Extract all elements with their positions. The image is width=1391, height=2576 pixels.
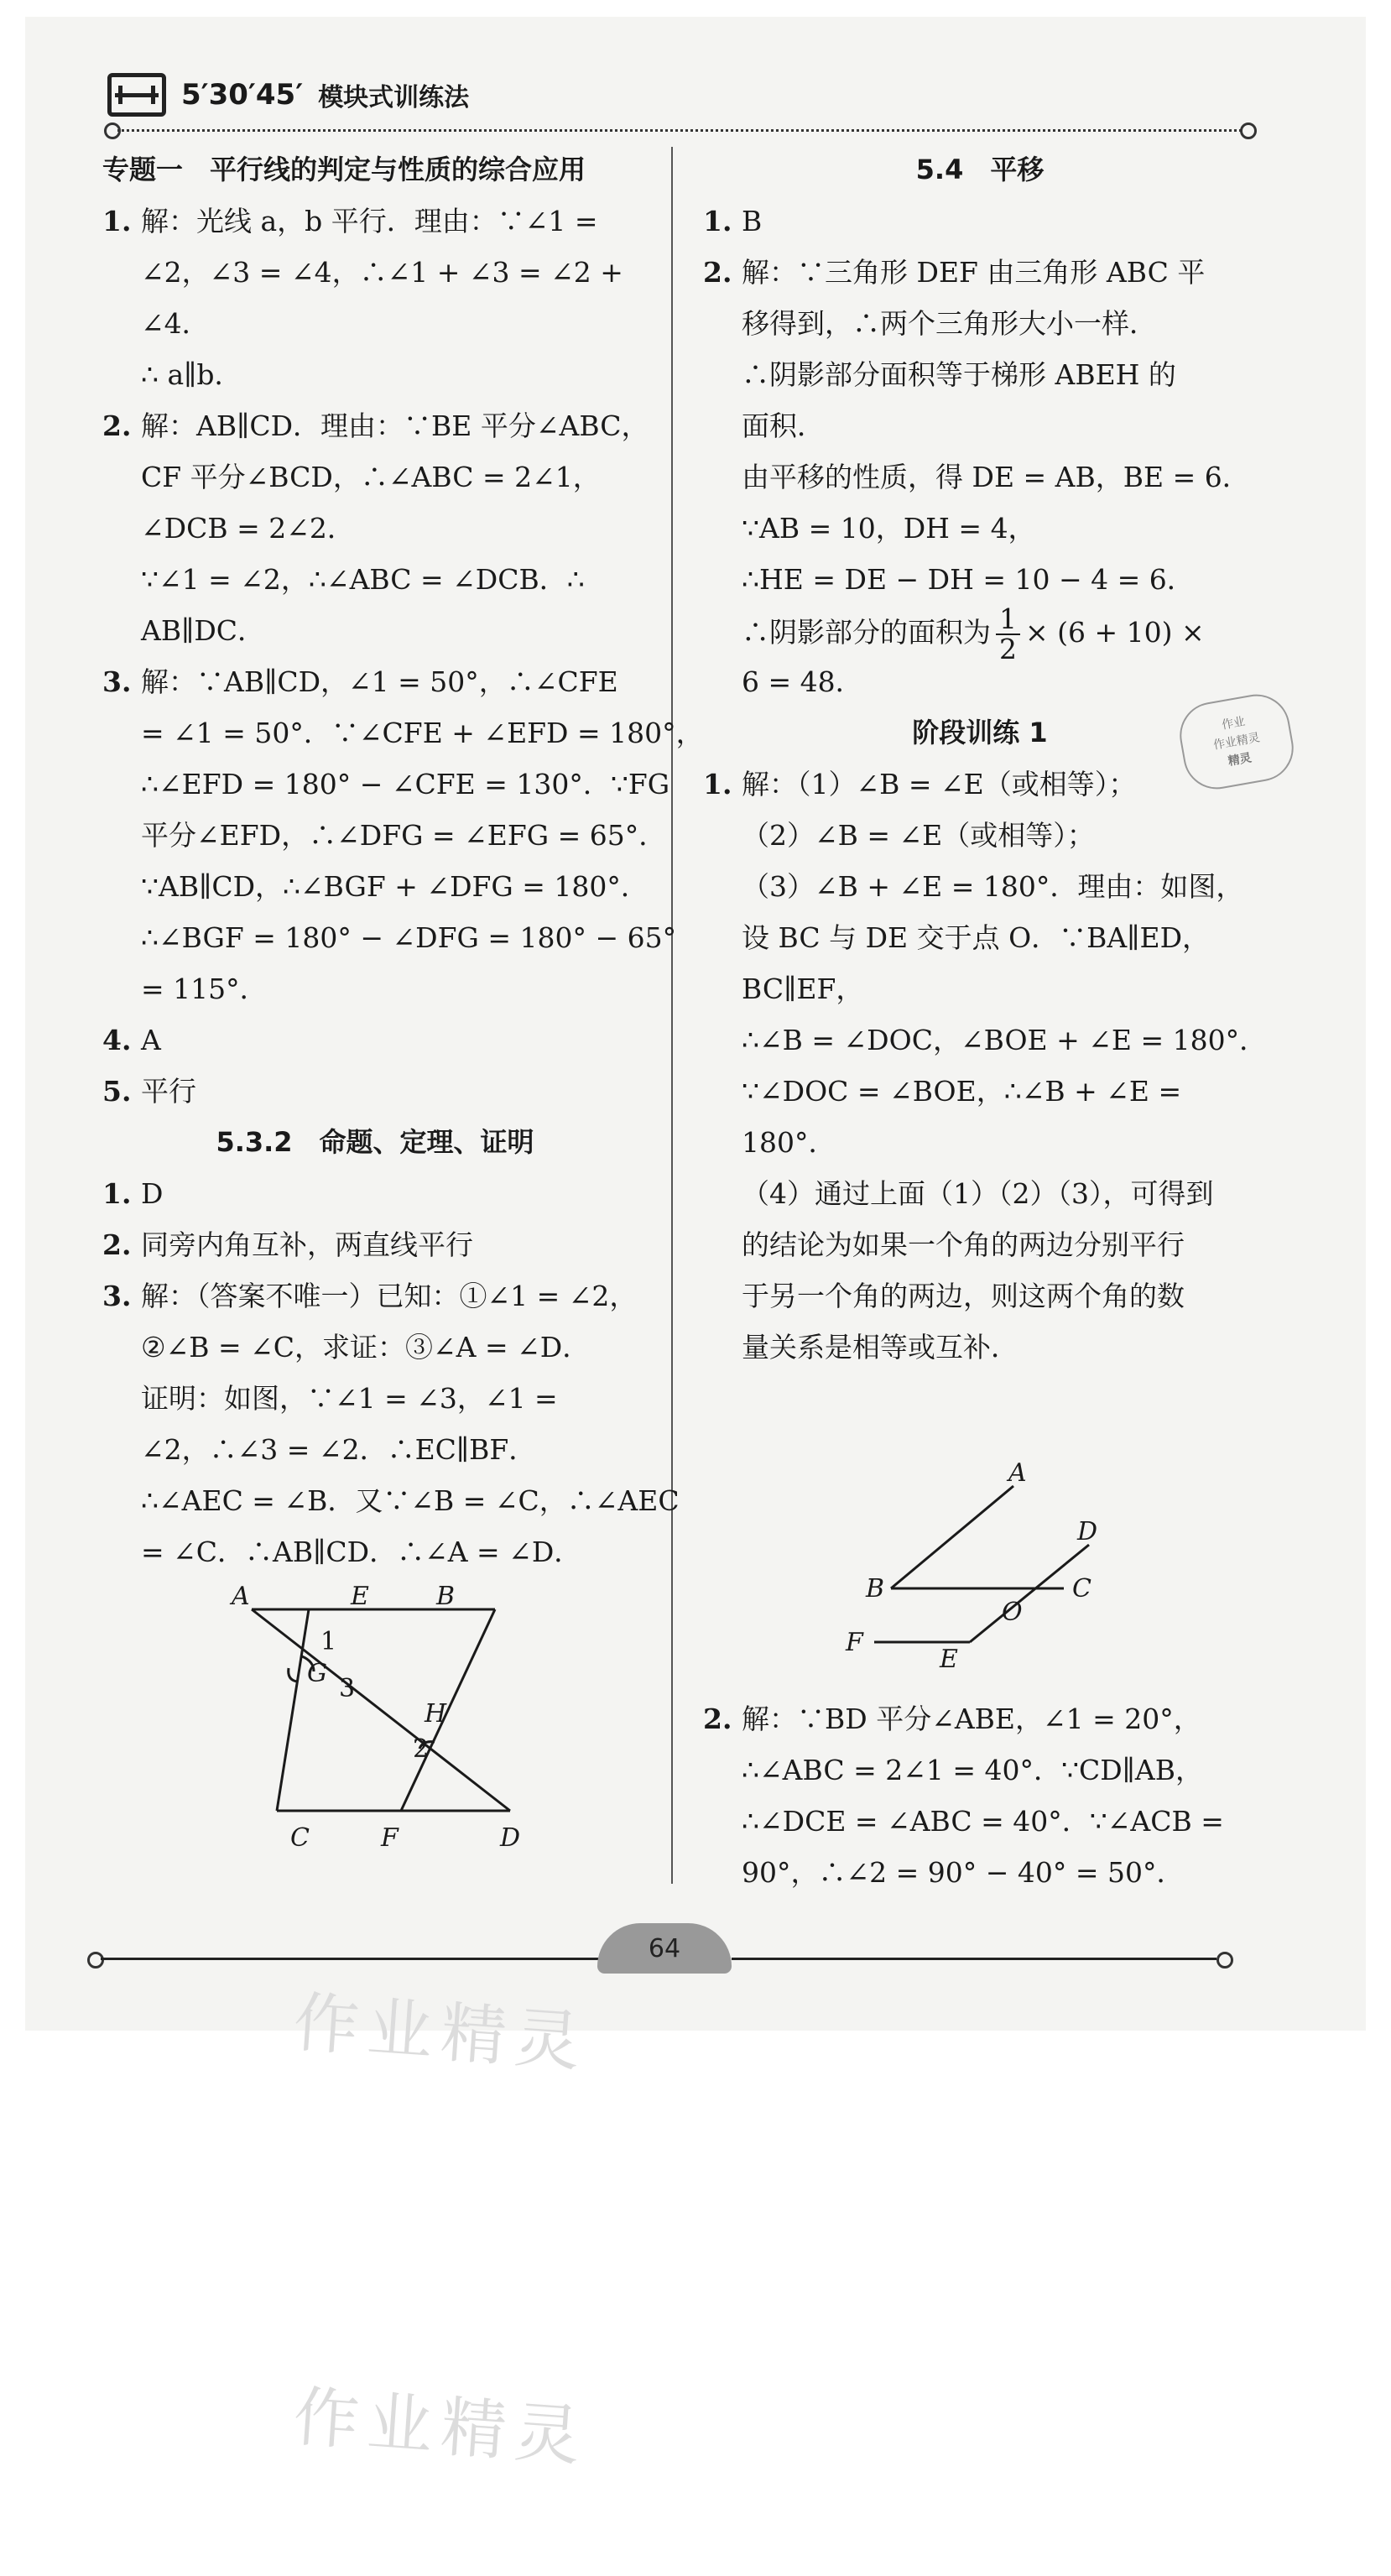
angle-3-arc: [289, 1668, 297, 1682]
label-c: C: [1072, 1574, 1091, 1603]
r-answer-1: 1. B: [703, 196, 1257, 247]
label-angle-1: 1: [320, 1627, 337, 1656]
s2-answer-3-line: ∠2，∴∠3 = ∠2．∴EC∥BF．: [141, 1433, 537, 1466]
r-answer-2-line: 面积．: [742, 409, 825, 442]
right-column: [703, 144, 1268, 1373]
r-answer-2-area: ∴阴影部分的面积为 $\frac{1}{2}$ × (6 + 10) ×: [742, 602, 1205, 665]
t-answer-1-line: BC∥EF，: [742, 973, 864, 1005]
header-dotted-rule: [117, 129, 1242, 132]
footer-line-left: [101, 1958, 604, 1960]
left-column: [102, 144, 704, 1577]
r-answer-2-line: ∴HE = DE − DH = 10 − 4 = 6．: [742, 563, 1195, 596]
ray-ba: [891, 1486, 1013, 1588]
label-a: A: [232, 1582, 250, 1611]
segment-ec: [277, 1609, 309, 1811]
film-logo-icon: [107, 73, 166, 117]
section-title-5-3-2: 5.3.2 命题、定理、证明: [216, 1126, 534, 1158]
answer-number: 4.: [102, 1024, 132, 1056]
answer-number: 1.: [102, 205, 132, 237]
page-number: 64: [648, 1933, 681, 1963]
footer-end-circle-icon: [1216, 1952, 1233, 1969]
segment-bf: [401, 1609, 495, 1811]
s2-answer-3-line: = ∠C．∴AB∥CD．∴∠A = ∠D．: [141, 1536, 582, 1568]
answer-number: 1.: [703, 205, 732, 237]
answer-3-line: 3. 解：∵AB∥CD，∠1 = 50°，∴∠CFE: [102, 656, 648, 707]
answer-4: 4. A: [102, 1014, 648, 1066]
watermark: 作业精灵: [290, 2379, 591, 2476]
footer-start-circle-icon: [87, 1952, 104, 1969]
t-answer-2-line: 2. 解：∵BD 平分∠ABE，∠1 = 20°，: [703, 1693, 1257, 1744]
t-answer-1-line: 1. 解：（1）∠B = ∠E（或相等）；: [703, 759, 1257, 810]
answer-1-line: ∠2，∠3 = ∠4，∴∠1 + ∠3 = ∠2 +: [141, 256, 623, 289]
t-answer-2-line: ∴∠DCE = ∠ABC = 40°．∵∠ACB =: [742, 1805, 1224, 1838]
s2-answer-3-line: ②∠B = ∠C，求证：③∠A = ∠D．: [141, 1331, 591, 1364]
s2-answer-1: 1. D: [102, 1168, 648, 1219]
t-answer-1-line: 设 BC 与 DE 交于点 O．∵BA∥ED，: [742, 921, 1211, 954]
answer-number: 3.: [102, 665, 132, 698]
label-o: O: [1002, 1598, 1023, 1627]
answer-5: 5. 平行: [102, 1066, 648, 1117]
answer-2-line: ∵∠1 = ∠2，∴∠ABC = ∠DCB．∴: [141, 563, 585, 596]
label-c: C: [290, 1823, 310, 1853]
s2-answer-3-line: ∴∠AEC = ∠B．又∵∠B = ∠C，∴∠AEC: [141, 1484, 680, 1517]
footer-line-right: [732, 1958, 1216, 1960]
label-g: G: [307, 1659, 327, 1688]
label-angle-2: 2: [413, 1734, 430, 1764]
r-answer-2-line: 2. 解：∵三角形 DEF 由三角形 ABC 平: [703, 247, 1257, 298]
proof-figure-svg: [227, 1577, 545, 1854]
s2-answer-3-line: 证明：如图，∵∠1 = ∠3，∠1 =: [141, 1382, 558, 1415]
brand-code: 5′30′45′: [181, 78, 304, 112]
answer-2-line: ∠DCB = 2∠2．: [141, 512, 355, 545]
label-e: E: [351, 1582, 369, 1611]
t-answer-1-line: 的结论为如果一个角的两边分别平行: [742, 1228, 1185, 1261]
section-title-stage-training: 阶段训练 1: [912, 717, 1048, 748]
answer-2-line: CF 平分∠BCD，∴∠ABC = 2∠1，: [141, 461, 601, 493]
t-answer-2: [703, 1693, 1257, 1898]
t-answer-2-line: ∴∠ABC = 2∠1 = 40°．∵CD∥AB，: [742, 1754, 1204, 1786]
label-f: F: [846, 1628, 863, 1657]
label-h: H: [425, 1699, 447, 1729]
answer-number: 2.: [102, 1228, 132, 1261]
answer-number: 2.: [102, 409, 132, 442]
column-divider: [671, 147, 673, 1884]
t-answer-1-line: （4）通过上面（1）（2）（3），可得到: [742, 1177, 1214, 1210]
publisher-stamp: 作业 作业精灵 精灵: [1175, 689, 1299, 794]
angle-figure-svg: [822, 1456, 1124, 1674]
label-d: D: [1077, 1517, 1098, 1546]
r-answer-2-line: 由平移的性质，得 DE = AB，BE = 6．: [742, 461, 1250, 493]
answer-3-line: = 115°．: [141, 973, 268, 1005]
answer-number: 5.: [102, 1075, 132, 1108]
topic-title: 专题一 平行线的判定与性质的综合应用: [102, 154, 586, 185]
label-angle-3: 3: [339, 1674, 356, 1703]
segment-ad: [252, 1609, 510, 1811]
answer-3-line: ∴∠EFD = 180° − ∠CFE = 130°．∵FG: [141, 768, 670, 800]
answer-1-line: ∴ a∥b．: [141, 358, 242, 391]
t-answer-1-line: 量关系是相等或互补．: [742, 1331, 1019, 1364]
t-answer-1-line: （2）∠B = ∠E（或相等）；: [742, 819, 1095, 852]
proof-figure: [227, 1577, 545, 1858]
answer-2-line: AB∥DC．: [141, 614, 266, 647]
t-answer-1-line: ∵∠DOC = ∠BOE，∴∠B + ∠E =: [742, 1075, 1182, 1108]
r-answer-2-line: ∴阴影部分面积等于梯形 ABEH 的: [742, 358, 1176, 391]
answer-3-line: ∴∠BGF = 180° − ∠DFG = 180° − 65°: [141, 921, 677, 954]
watermark: 作业精灵: [290, 1984, 591, 2082]
label-a: A: [1008, 1458, 1027, 1488]
answer-1-line: 1. 解：光线 a，b 平行．理由：∵∠1 =: [102, 196, 648, 247]
t-answer-2-line: 90°，∴∠2 = 90° − 40° = 50°．: [742, 1856, 1185, 1889]
answer-3-line: 平分∠EFD，∴∠DFG = ∠EFG = 65°．: [141, 819, 667, 852]
label-b: B: [436, 1582, 456, 1611]
ray-ed: [970, 1545, 1089, 1642]
brand-name: 模块式训练法: [318, 83, 470, 112]
answer-number: 2.: [703, 256, 732, 289]
r-answer-2-line: 移得到，∴两个三角形大小一样．: [742, 307, 1157, 340]
t-answer-1-line: ∴∠B = ∠DOC，∠BOE + ∠E = 180°．: [742, 1024, 1268, 1056]
rule-end-circle-icon: [1240, 123, 1257, 139]
r-answer-2-line: 6 = 48．: [742, 665, 863, 698]
s2-answer-2: 2. 同旁内角互补，两直线平行: [102, 1219, 648, 1270]
t-answer-1-line: 于另一个角的两边，则这两个角的数: [742, 1280, 1185, 1312]
answer-number: 3.: [102, 1280, 132, 1312]
label-d: D: [500, 1823, 521, 1853]
answer-number: 2.: [703, 1703, 732, 1735]
page-number-badge: [597, 1923, 732, 1974]
answer-2-line: 2. 解：AB∥CD．理由：∵BE 平分∠ABC，: [102, 400, 648, 451]
answer-number: 1.: [703, 768, 732, 800]
label-b: B: [866, 1574, 885, 1603]
angle-figure: [822, 1456, 1124, 1677]
label-e: E: [940, 1645, 958, 1674]
t-answer-1-line: 180°．: [742, 1126, 836, 1159]
s2-answer-3-line: 3. 解：（答案不唯一）已知：①∠1 = ∠2，: [102, 1270, 648, 1322]
section-title-5-4: 5.4 平移: [915, 154, 1045, 185]
label-f: F: [381, 1823, 399, 1853]
fraction-one-half: $\frac{1}{2}$: [996, 605, 1020, 664]
header-brand: [107, 65, 469, 124]
answer-3-line: ∵AB∥CD，∴∠BGF + ∠DFG = 180°．: [141, 870, 649, 903]
answer-3-line: = ∠1 = 50°．∵∠CFE + ∠EFD = 180°，: [141, 717, 704, 749]
r-answer-2-line: ∵AB = 10，DH = 4，: [742, 512, 1036, 545]
t-answer-1-line: （3）∠B + ∠E = 180°．理由：如图，: [742, 870, 1244, 903]
answer-1-line: ∠4．: [141, 307, 210, 340]
answer-number: 1.: [102, 1177, 132, 1210]
